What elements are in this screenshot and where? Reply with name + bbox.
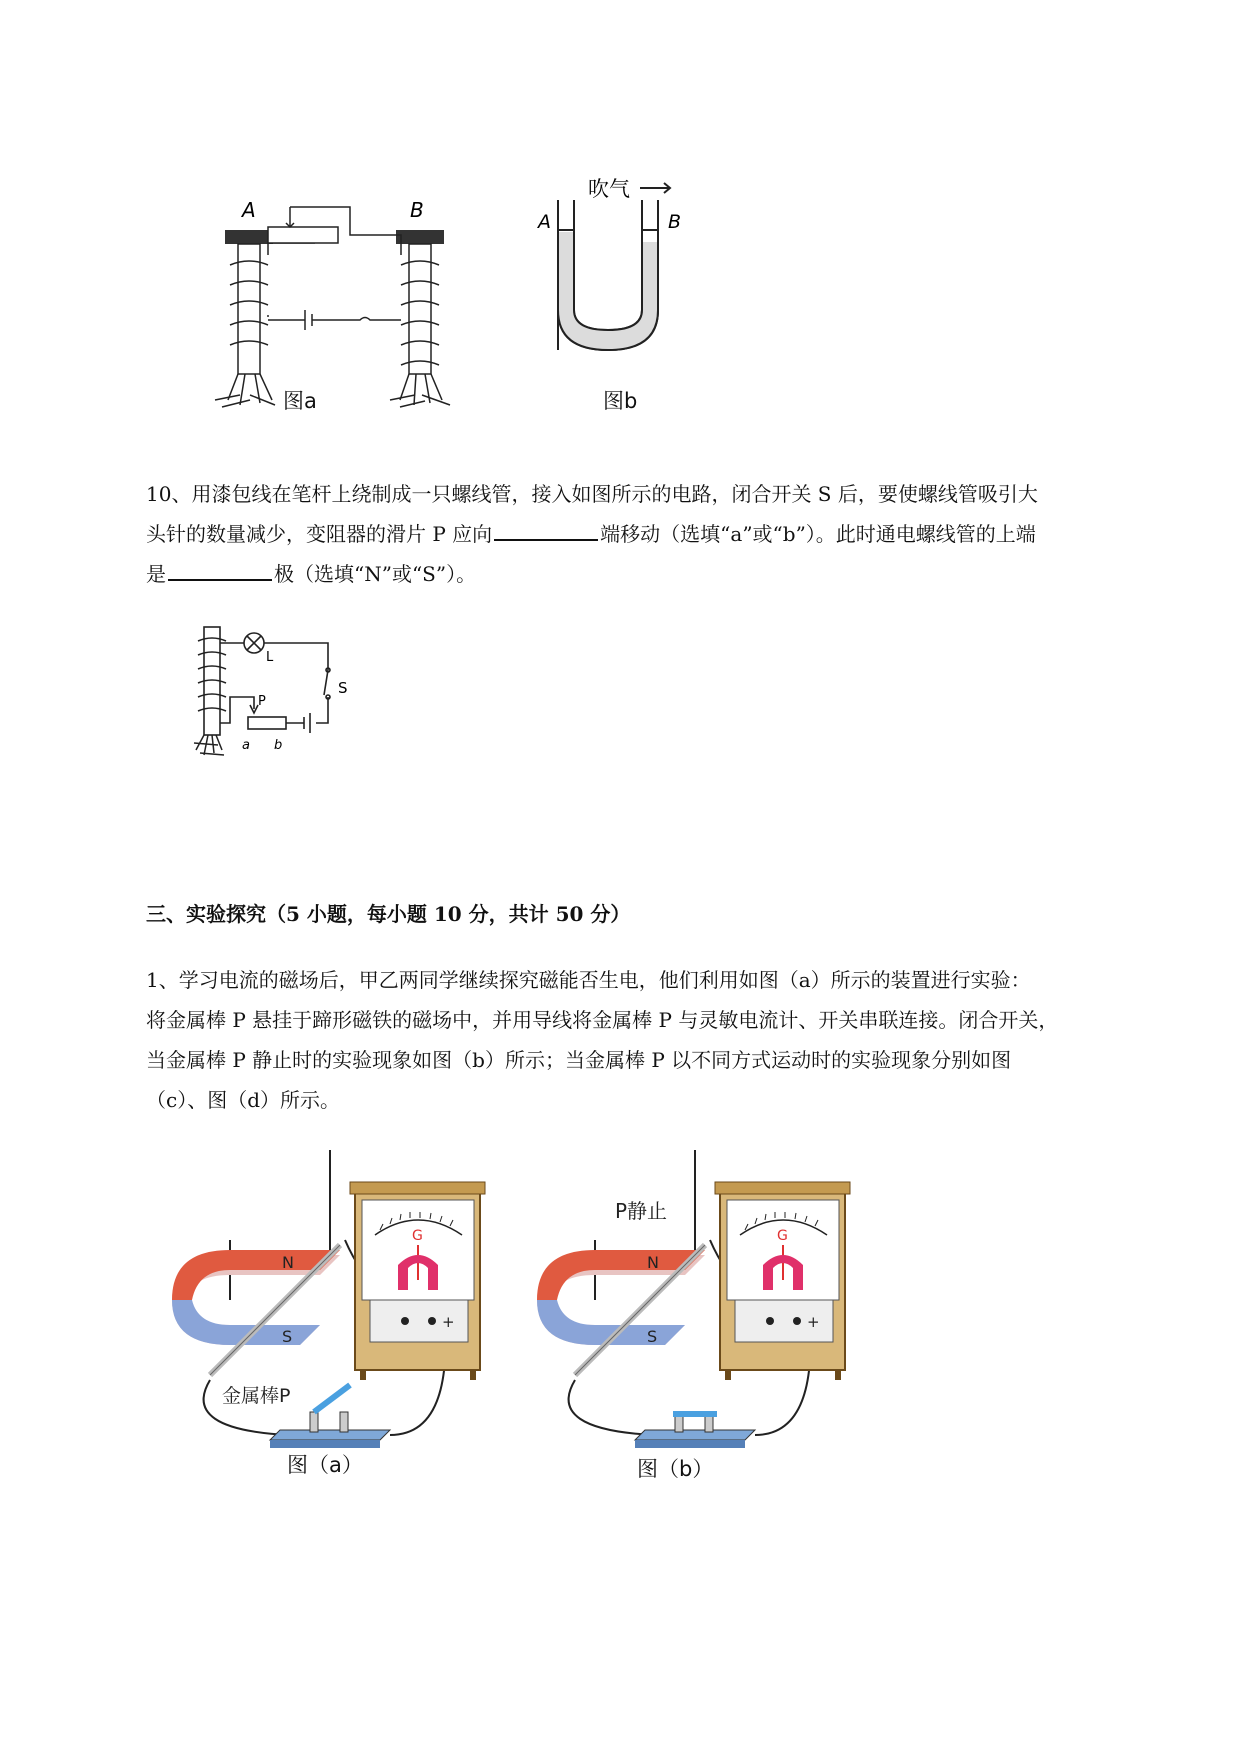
gauge-G: G <box>412 1228 423 1244</box>
q1-line1: 1、学习电流的磁场后，甲乙两同学继续探究磁能否生电，他们利用如图（a）所示的装置进行实验： <box>146 968 1031 992</box>
fig-a-caption: 图a <box>283 389 317 413</box>
answer-blank-1[interactable] <box>494 515 598 541</box>
exp-a-caption: 图（a） <box>287 1453 363 1477</box>
question-10 <box>146 474 1186 594</box>
q10-line3: 是 极（选填“N”或“S”）。 <box>146 554 1186 594</box>
section-title: 三、实验探究（5 小题，每小题 10 分，共计 50 分） <box>146 902 631 926</box>
q10-line2: 头针的数量减少，变阻器的滑片 P 应向 端移动（选填“a”或“b”）。此时通电螺线管的上端 <box>146 514 1186 554</box>
label-B: B <box>410 198 424 222</box>
magnet-N: N <box>282 1253 294 1272</box>
experiment-figure-b <box>535 1150 905 1460</box>
label-A: A <box>242 198 256 222</box>
magnet-S-b: S <box>647 1327 658 1346</box>
q1-line2: 将金属棒 P 悬挂于蹄形磁铁的磁场中，并用导线将金属棒 P 与灵敏电流计、开关串联连接。闭合开关， <box>146 1008 1059 1032</box>
exp-b-caption: 图（b） <box>637 1457 714 1481</box>
question-1 <box>146 960 1186 1120</box>
figure-a <box>200 195 470 465</box>
magnet-N-b: N <box>647 1253 659 1272</box>
answer-blank-2[interactable] <box>168 555 272 581</box>
rod-label: 金属棒P <box>222 1385 291 1407</box>
solenoid-circuit <box>190 625 390 775</box>
experiment-figure-a <box>170 1150 540 1460</box>
q1-line4: （c）、图（d）所示。 <box>146 1088 341 1112</box>
figure-b <box>530 170 710 390</box>
slider-label: P <box>258 694 266 709</box>
still-label: P静止 <box>615 1199 668 1223</box>
fig-b-caption: 图b <box>603 389 638 413</box>
terminal-plus: + <box>442 1313 455 1331</box>
q1-line3: 当金属棒 P 静止时的实验现象如图（b）所示；当金属棒 P 以不同方式运动时的实验现象分别如图 <box>146 1048 1012 1072</box>
terminal-plus-b: + <box>807 1313 820 1331</box>
q10-line1: 10、用漆包线在笔杆上绕制成一只螺线管，接入如图所示的电路，闭合开关 S 后，要使螺线管吸引大 <box>146 482 1038 506</box>
switch-label: S <box>338 679 348 697</box>
gauge-G-b: G <box>777 1228 788 1244</box>
magnet-S: S <box>282 1327 293 1346</box>
lamp-label: L <box>266 650 274 665</box>
tube-A: A <box>538 211 551 233</box>
end-b-label: b <box>274 738 283 753</box>
blow-label: 吹气 <box>588 177 630 201</box>
end-a-label: a <box>242 738 250 753</box>
tube-B: B <box>668 211 682 233</box>
